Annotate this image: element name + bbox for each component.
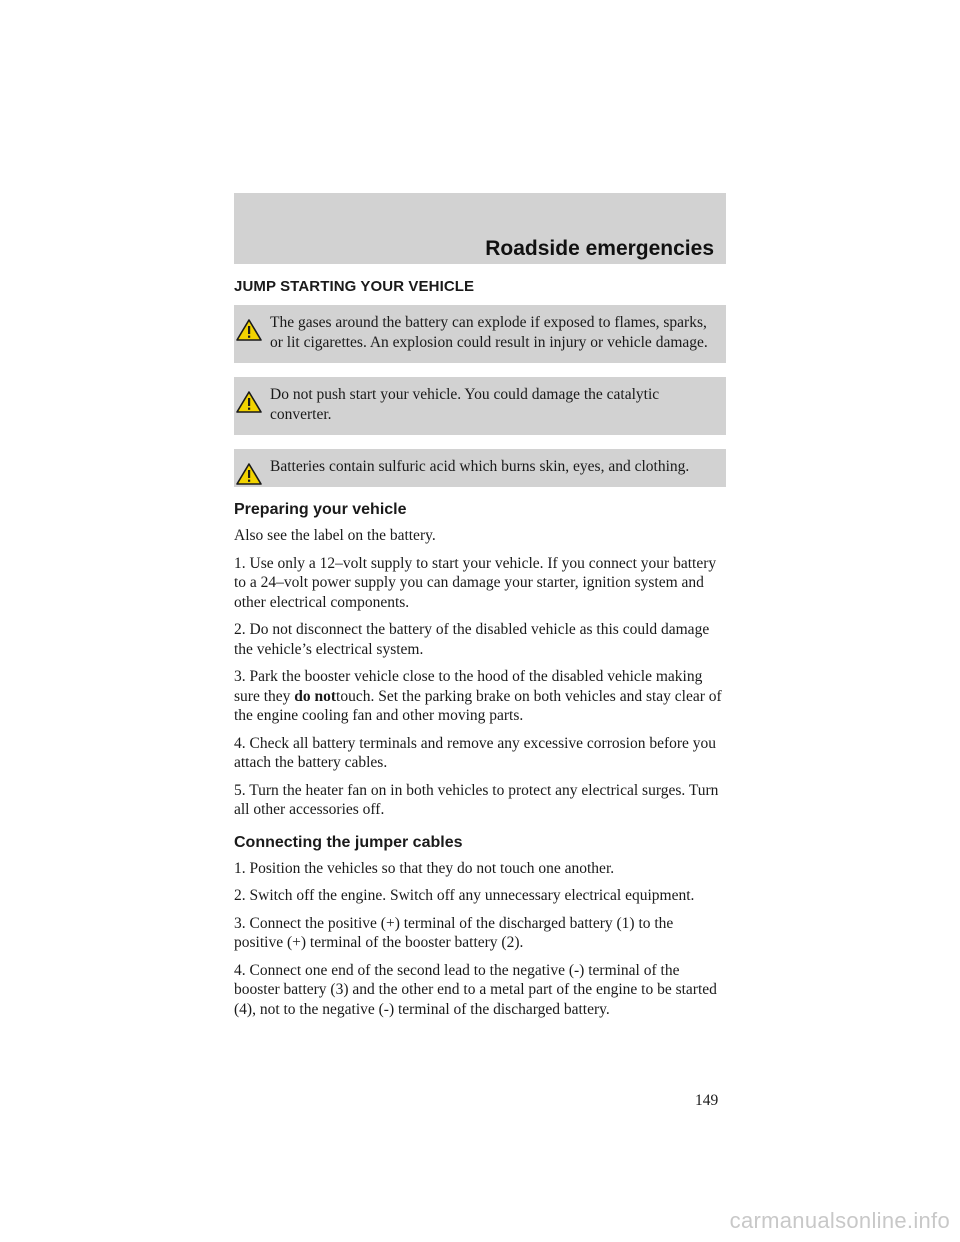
prep-step-3-emphasis: do not (294, 687, 337, 705)
warning-triangle-icon (236, 391, 270, 421)
warning-text: The gases around the battery can explode if exposed to flames, sparks, or lit cigarettes. An explosion could result in injury or vehicle damage. (270, 314, 708, 351)
paragraph-prep-step-1: 1. Use only a 12–volt supply to start your vehicle. If you connect your battery to a 24–volt power supply you can damage your starter, ignition system and other electrical components. (234, 554, 717, 611)
paragraph-prep-step-2: 2. Do not disconnect the battery of the disabled vehicle as this could damage the vehicle’s electrical system. (234, 621, 710, 658)
paragraph-connect-step-3: 3. Connect the positive (+) terminal of the discharged battery (1) to the positive (+) terminal of the booster battery (2). (234, 914, 674, 951)
paragraph-prep-step-3 (234, 667, 726, 726)
warning-triangle-icon (236, 463, 270, 493)
page-content (234, 278, 726, 1027)
prep-step-3-part-b: touch. Set the parking brake on both vehicles and stay clear of the engine cooling fan and other moving parts. (234, 687, 722, 724)
warning-triangle-icon (236, 319, 270, 349)
warning-text: Batteries contain sulfuric acid which burns skin, eyes, and clothing. (270, 458, 690, 475)
paragraph-connect-step-4: 4. Connect one end of the second lead to the negative (-) terminal of the booster battery (3) and the other end to a metal part of the engine to be started (4), not to the negative (-) terminal of the discharged battery. (234, 961, 717, 1018)
paragraph-connect-step-2: 2. Switch off the engine. Switch off any unnecessary electrical equipment. (234, 887, 695, 904)
subheading-connecting: Connecting the jumper cables (234, 833, 463, 851)
paragraph-intro: Also see the label on the battery. (234, 527, 436, 544)
warning-text: Do not push start your vehicle. You could damage the catalytic converter. (270, 386, 660, 423)
warning-box-gases (234, 305, 726, 363)
warning-box-acid (234, 449, 726, 487)
section-title: JUMP STARTING YOUR VEHICLE (234, 278, 475, 295)
watermark: carmanualsonline.info (729, 1208, 950, 1233)
page-number: 149 (695, 1092, 719, 1109)
paragraph-prep-step-5: 5. Turn the heater fan on in both vehicles to protect any electrical surges. Turn all other accessories off. (234, 781, 719, 818)
paragraph-prep-step-4: 4. Check all battery terminals and remove any excessive corrosion before you attach the battery cables. (234, 734, 717, 771)
subheading-preparing: Preparing your vehicle (234, 501, 407, 518)
paragraph-connect-step-1: 1. Position the vehicles so that they do not touch one another. (234, 859, 615, 877)
page-header-title: Roadside emergencies (485, 237, 714, 260)
header-bar (234, 193, 726, 264)
warning-box-push-start (234, 377, 726, 435)
prep-step-3-part-a: 3. Park the booster vehicle close to the hood of the disabled vehicle making sure they (234, 668, 703, 705)
